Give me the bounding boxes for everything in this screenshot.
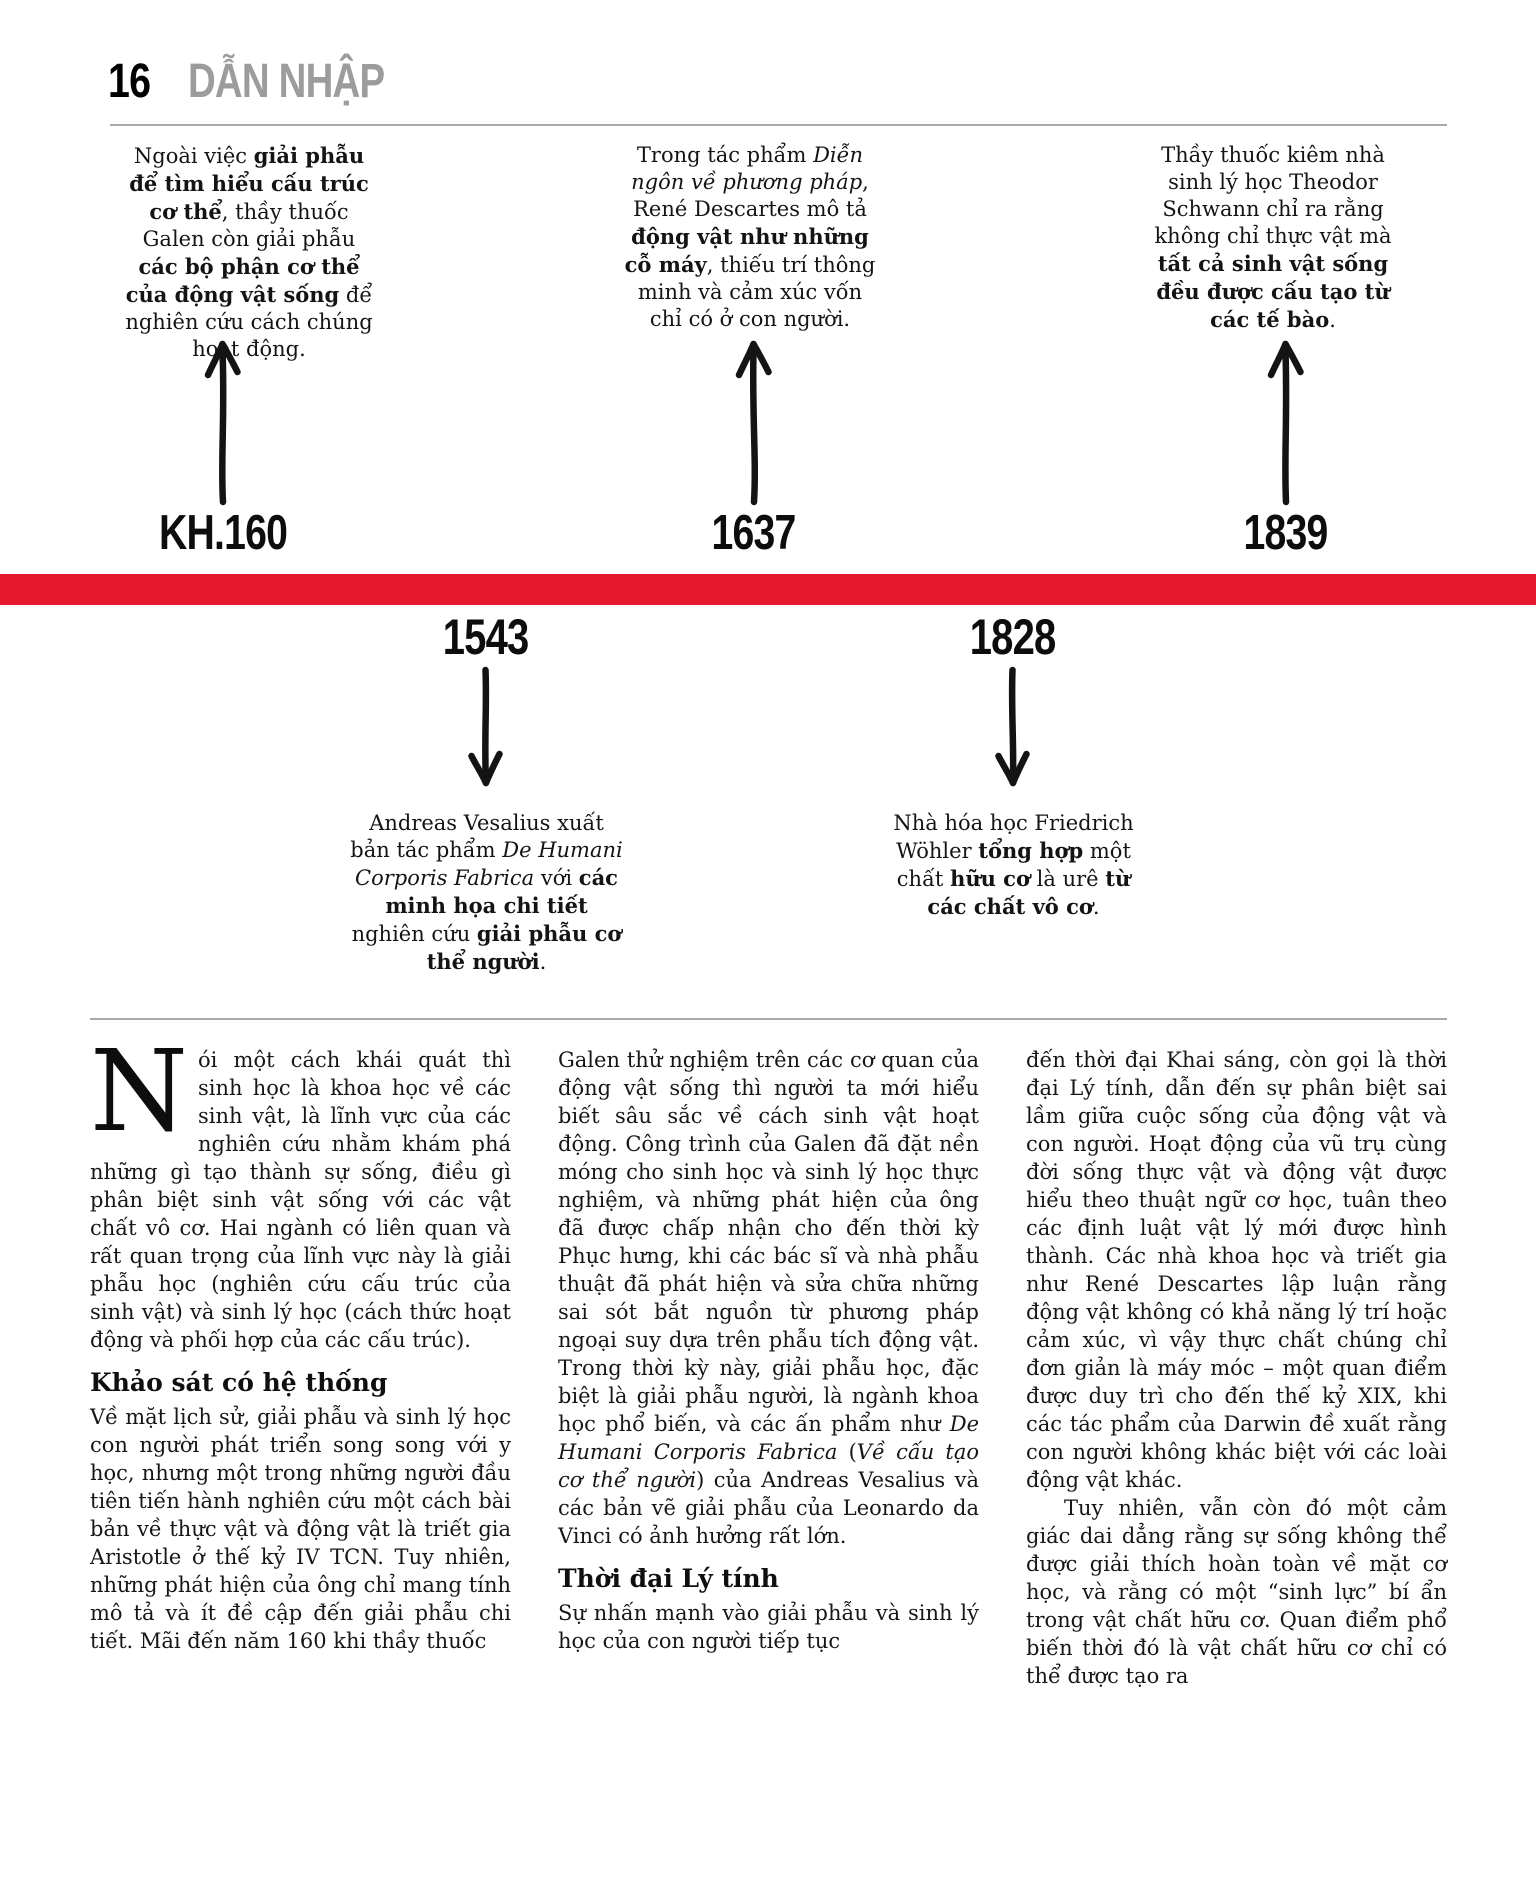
text-run: ) của Andreas Vesalius và các bản vẽ giải phẫu của Leonardo da Vinci có ảnh hưởng rất lớn. xyxy=(558,1468,979,1548)
text-run: đến thời đại Khai sáng, còn gọi là thời đại Lý tính, dẫn đến sự phân biệt sai lầm giữa cuộc sống của động vật và con người. Hoạt động của vũ trụ cùng đời sống thực vật và động vật được hiểu theo thuật ngữ cơ học, tuân theo các định luật vật lý mới được hình thành. Các nhà khoa học và triết gia như René Descartes lập luận rằng động vật không có khả năng lý trí hoặc cảm xúc, vì vậy thực chất chúng chỉ đơn giản là máy móc – một quan điểm được duy trì cho đến thế kỷ XIX, khi các tác phẩm của Darwin đề xuất rằng con người không khác biệt với các loài động vật khác. xyxy=(1026,1048,1447,1492)
body-paragraph xyxy=(90,1403,511,1655)
article-columns xyxy=(90,1027,1447,1690)
bold-run: giải phẫu cơ thể người xyxy=(426,921,622,974)
section-subheading: Thời đại Lý tính xyxy=(558,1564,779,1593)
text-run: Trong tác phẩm xyxy=(636,143,814,167)
section-subheading: Khảo sát có hệ thống xyxy=(90,1368,388,1397)
text-run: Về mặt lịch sử, giải phẫu và sinh lý học con người phát triển song song với y học, nhưng một trong những người đầu tiên tiến hành nghiên cứu một cách bài bản về thực vật và động vật là triết gia Aristotle ở thế kỷ IV TCN. Tuy nhiên, những phát hiện của ông chỉ mang tính mô tả và ít đề cập đến giải phẫu chi tiết. Mãi đến năm 160 khi thầy thuốc xyxy=(90,1405,511,1653)
bold-run: hữu cơ xyxy=(950,866,1030,891)
text-run: ( xyxy=(837,1440,857,1464)
timeline-date: 1637 xyxy=(711,506,796,560)
bold-run: từ các chất vô cơ xyxy=(927,866,1131,919)
body-paragraph xyxy=(90,1027,511,1354)
bold-run: các bộ phận cơ thể của động vật sống xyxy=(125,254,360,307)
italic-run: De Humani Corporis Fabrica xyxy=(558,1412,979,1464)
section-title: DẪN NHẬP xyxy=(188,55,385,108)
text-run: một chất xyxy=(896,839,1131,891)
text-run: , René Descartes mô tả xyxy=(633,170,869,221)
italic-run: Diễn ngôn về phương pháp xyxy=(631,143,864,194)
timeline-event-description xyxy=(123,142,375,363)
article-column-3 xyxy=(1026,1046,1447,1690)
article-divider xyxy=(90,1018,1447,1020)
timeline-event-description xyxy=(624,142,876,333)
bold-run: giải phẫu để tìm hiểu cấu trúc cơ thể xyxy=(129,143,369,224)
arrow-down-icon xyxy=(991,664,1035,792)
page-number: 16 xyxy=(108,55,151,108)
body-paragraph xyxy=(558,1599,979,1655)
arrow-up-icon xyxy=(201,333,245,508)
article-column-2 xyxy=(558,1046,979,1690)
timeline-event-description xyxy=(349,810,624,976)
drop-cap: N xyxy=(90,1027,188,1157)
text-run: nghiên cứu xyxy=(351,922,477,946)
italic-run: Về cấu tạo cơ thể người xyxy=(558,1440,980,1492)
article-column-1 xyxy=(90,1027,511,1690)
text-run: với xyxy=(534,866,579,890)
text-run: , thiếu trí thông minh và cảm xúc vốn chỉ có ở con người. xyxy=(637,253,876,331)
timeline-event-description xyxy=(1147,142,1399,334)
bold-run: các minh họa chi tiết xyxy=(385,865,618,918)
text-run: Galen thử nghiệm trên các cơ quan của động vật sống thì người ta mới hiểu biết sâu sắc về cách sinh vật hoạt động. Công trình của Galen đã đặt nền móng cho sinh học và sinh lý học thực nghiệm, và những phát hiện của ông đã được chấp nhận cho đến thời kỳ Phục hưng, khi các bác sĩ và nhà phẫu thuật đã phát hiện và sửa chữa những sai sót bắt nguồn từ phương pháp ngoại suy dựa trên phẫu tích động vật. Trong thời kỳ này, giải phẫu học, đặc biệt là giải phẫu người, là ngành khoa học phổ biến, và các ấn phẩm như xyxy=(558,1048,979,1436)
body-paragraph xyxy=(1026,1494,1447,1690)
header-divider xyxy=(110,124,1447,126)
text-run: Tuy nhiên, vẫn còn đó một cảm giác dai dẳng rằng sự sống không thể được giải thích hoàn toàn về mặt cơ học, và rằng có một “sinh lực” bí ẩn trong vật chất hữu cơ. Quan điểm phổ biến thời đó là vật chất hữu cơ chỉ có thể được tạo ra xyxy=(1026,1496,1447,1688)
body-paragraph xyxy=(1026,1046,1447,1494)
bold-run: tất cả sinh vật sống đều được cấu tạo từ các tế bào xyxy=(1156,251,1390,332)
timeline-date: 1543 xyxy=(443,609,529,665)
bold-run: tổng hợp xyxy=(978,838,1084,863)
text-run: . xyxy=(539,950,547,974)
text-run: Nhà hóa học Friedrich Wöhler xyxy=(893,811,1134,863)
timeline-date: 1839 xyxy=(1243,506,1328,560)
text-run: Thầy thuốc kiêm nhà sinh lý học Theodor Schwann chỉ ra rằng không chỉ thực vật mà xyxy=(1154,143,1392,248)
text-run: . xyxy=(1092,895,1100,919)
text-run: Ngoài việc xyxy=(133,144,254,168)
arrow-up-icon xyxy=(1264,333,1308,508)
arrow-up-icon xyxy=(732,333,776,508)
text-run: để nghiên cứu cách chúng hoạt động. xyxy=(125,283,373,361)
timeline-bar xyxy=(0,574,1536,605)
text-run: Sự nhấn mạnh vào giải phẫu và sinh lý học của con người tiếp tục xyxy=(558,1601,979,1653)
body-paragraph xyxy=(558,1046,979,1550)
text-run: , thầy thuốc Galen còn giải phẫu xyxy=(142,200,356,251)
bold-run: động vật như những cỗ máy xyxy=(624,224,869,277)
text-run: Andreas Vesalius xuất bản tác phẩm xyxy=(350,811,604,862)
text-run: là urê xyxy=(1029,867,1106,891)
text-run: ói một cách khái quát thì sinh học là khoa học về các sinh vật, là lĩnh vực của các nghiên cứu nhằm khám phá những gì tạo thành sự sống, điều gì phân biệt sinh vật sống với các vật chất vô cơ. Hai ngành có liên quan và rất quan trọng của lĩnh vực này là giải phẫu học (nghiên cứu cấu trúc của sinh vật) và sinh lý học (cách thức hoạt động và phối hợp của các cấu trúc). xyxy=(90,1048,511,1352)
arrow-down-icon xyxy=(464,664,508,792)
italic-run: De Humani Corporis Fabrica xyxy=(355,838,623,890)
text-run: . xyxy=(1329,308,1336,332)
timeline-event-description xyxy=(876,810,1151,921)
timeline-date: 1828 xyxy=(970,609,1056,665)
timeline-date: KH.160 xyxy=(158,506,288,560)
